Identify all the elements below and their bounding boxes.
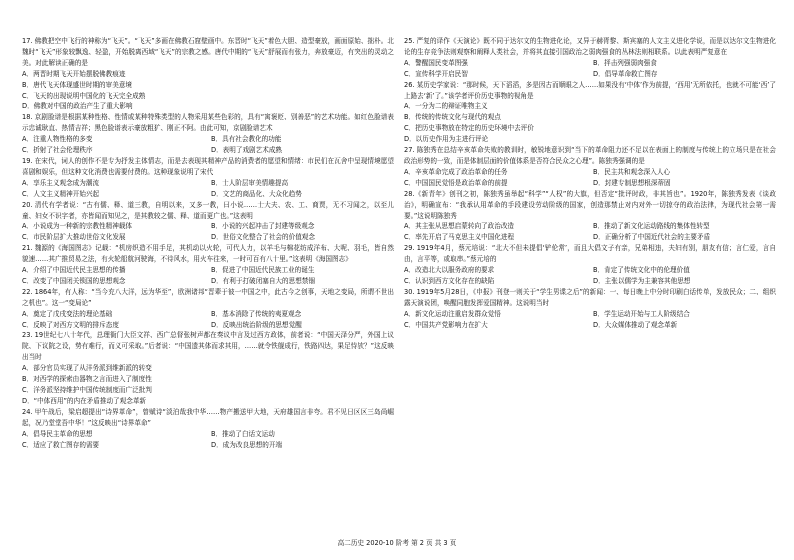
answer-option: B．传统的传统文化与现代的观点: [404, 113, 501, 122]
option-group: [404, 309, 776, 331]
answer-option: C．中国国民觉悟是政治革命的前提: [404, 178, 508, 187]
answer-option: C．适应了救亡图存的需要: [22, 440, 100, 449]
answer-option: D．“中体西用”的内在矛盾推动了观念革新: [22, 396, 147, 405]
answer-option: C．中国共产党影响力在扩大: [404, 320, 488, 329]
question: [404, 189, 776, 244]
answer-option: C．人文主义精神开始兴起: [22, 189, 100, 198]
answer-option: B．对西学的探索由器物之言而进入了制度性: [22, 375, 152, 384]
answer-option: A．奠定了戊戌变法的理论基础: [22, 309, 113, 318]
question-stem: 24. 甲午战后，梁启超提出“诗界革命”，曾赋诗“淡泊哉我中华……物产搬送甲大地，天府雄国言非夸。君不见日区区三岛尚崛起，况乃堂堂吾中华！”这反映出“诗界革命”: [22, 407, 394, 427]
option-group: [22, 178, 394, 200]
option-group: [22, 429, 394, 451]
option-group: [404, 58, 776, 80]
answer-option: A．享乐主义观念成为潮流: [22, 178, 100, 187]
question: [404, 36, 776, 80]
answer-option: D．文艺的商品化、大众化趋势: [211, 189, 302, 198]
question: [22, 36, 394, 112]
option-group: [22, 265, 394, 287]
answer-option: C．反映了对西方文明的排斥态度: [22, 320, 119, 329]
answer-option: B．促进了中国近代民族工业的诞生: [211, 266, 315, 275]
answer-option: A．注重人物性格的多变: [22, 135, 93, 144]
answer-option: C．折射了社会伦理秩序: [22, 146, 93, 155]
answer-option: B．肯定了传统文化中的伦理价值: [593, 266, 690, 275]
answer-option: B．小说的兴起冲击了封建等级观念: [211, 222, 315, 231]
option-group: [404, 167, 776, 189]
right-column: [404, 36, 776, 330]
answer-option: D．成为改良思想的开端: [211, 440, 283, 449]
answer-option: A．新文化运动注重启发群众觉悟: [404, 309, 501, 318]
answer-option: D．大众媒体推动了观念革新: [593, 320, 678, 329]
answer-option: C．宣传科学开启民智: [404, 69, 468, 78]
answer-option: A．介绍了中国近代民主思想的传播: [22, 266, 126, 275]
question: [404, 145, 776, 189]
question: [22, 287, 394, 331]
option-group: [404, 265, 776, 287]
question-stem: 26. 某历史学家说：“那时候，天下滔滔，多是因古而顺眼之人……如果没有‘中体’作为前提，‘西用’无所依托，也就不可能‘西’了上路去‘新’了。”该学者评价历史事物的视角是: [404, 80, 776, 100]
page-footer: 高二历史 2020-10 阶考 第 2 页 共 3 页: [337, 539, 457, 547]
question-stem: 28.《新青年》创刊之初，陈独秀虽举起“科学”“人权”的大旗，但否定“批评时政，非其旨也”。1920年，陈独秀发表《谈政治》，明确宣布：“我承认用革命的手段建设劳动阶级的国家，创造那禁止对内对外一切掠夺的政治法律，为现代社会第一需要。”这说明陈独秀: [404, 189, 776, 220]
answer-option: A．两晋时期飞天开始摆脱佛教痕迹: [22, 69, 126, 78]
answer-option: D．正确分析了中国近代社会的主要矛盾: [593, 233, 711, 242]
question: [22, 407, 394, 451]
option-group: [404, 101, 776, 145]
question-stem: 21. 魏源的《海国图志》记载：“机房织造不用手足，其机动以火轮，可代人力，以羊毛与棉花纺成洋布、大呢、羽毛，皆自然貌速……其广推贸易之法，有火轮船航河驶海，不待风水，用火车往来，一时可百有八十里。”这表明《海国图志》: [22, 244, 394, 264]
answer-option: D．世俗文化整合了社会的价值观念: [211, 233, 315, 242]
option-group: [22, 134, 394, 156]
answer-option: D．佛教对中国的政治产生了重大影响: [22, 102, 133, 111]
answer-option: B．学生运动开始与工人阶级结合: [593, 309, 690, 318]
question: [404, 287, 776, 331]
answer-option: C．率先开启了马克思主义中国化进程: [404, 233, 515, 242]
answer-option: A．一分为二的辩证唯物主义: [404, 102, 488, 111]
answer-option: C．认识到西方文化存在的缺陷: [404, 276, 495, 285]
question-stem: 22. 1864年，有人称：“当今充八大洋，远为华至”，欧洲诸邦“晋辈于彼一中国之中，此古今之创事，天地之变局，所谓不世出之机也”。这一“变局论”: [22, 287, 394, 307]
question-stem: 20. 清代有学者说：“古有儒、释、道三教，自明以来，又多一教，曰小说……士大夫、农、工、商贾，无不习闻之，以至儿童、妇女不识字者，亦皆闻而知见之，是其教较之儒、释、道而更广也。”这表明: [22, 200, 394, 220]
option-group: [404, 221, 776, 243]
answer-option: B．具有社会教化的功能: [211, 135, 282, 144]
question: [22, 112, 394, 156]
answer-option: D．反映出统治阶级的思想觉醒: [211, 320, 302, 329]
question: [22, 330, 394, 406]
answer-option: A．其主张从思想启蒙转向了政治改造: [404, 222, 515, 231]
question: [404, 80, 776, 145]
question-stem: 18. 京剧脸谱是根据某种性格、性情或某种特殊类型的人物采用某些色彩的，具有“寓褒贬、别善恶”的艺术功能。如红色脸谱表示忠诚耿直、热情吉祥；黑色脸谱表示豪放粗犷、刚正不阿。由此可知，京剧脸谱艺术: [22, 113, 394, 133]
question-stem: 29. 1919年4月，蔡元培说：“北大不但未提倡‘铲伦常’，而且大倡文子有亲，兄弟相违，夫妇有别，朋友有信；言仁爱，言自由，言平等，或取串。”蔡元培的: [404, 244, 776, 264]
answer-option: C．飞天的出现说明中国化的飞天完全成熟: [22, 91, 146, 100]
answer-option: B．基本消除了传统的夷夏观念: [211, 309, 302, 318]
question: [22, 156, 394, 200]
answer-option: A．改造北大以服务政府的要求: [404, 266, 495, 275]
question-stem: 27. 陈独秀在总结辛亥革命失败的教训时，敏锐地意识到“当下的革命阻力还不足以在表面上的制度与传统上的立场只是在社会政治形势的一致，而是体制层面的价值体系是否符合民众之心理”。陈独秀强调的是: [404, 146, 776, 165]
answer-option: B．推动了白话文运动: [211, 429, 275, 438]
question-stem: 19. 在宋代，词人的创作不是专为抒发主体情志，而是去表现其精神产品的消费者的愿望和情绪：市民们在瓦舍中呈现情境愿望喜剧和娱乐，但这种文化消费也需要付费的。这种现象说明了宋代: [22, 156, 394, 176]
option-group: [22, 309, 394, 331]
question: [22, 200, 394, 244]
answer-option: C．市民阶层扩大推动世俗文化发展: [22, 233, 126, 242]
answer-option: A．倡导民主革命的思想: [22, 429, 93, 438]
answer-option: A．辛亥革命完成了政治革命的任务: [404, 167, 508, 176]
answer-option: A．警醒国民变革图强: [404, 58, 468, 67]
question-stem: 25. 严复的译作《天演论》既不同于达尔文的生物进化论，又异于赫胥黎、斯宾塞的人文主义进化学说，而是以达尔文生物进化论的生存竞争法则观察和阐释人类社会，并将其直接引国政治之弱肉强食的丛林法则相联系。以此表明严复意在: [404, 37, 776, 56]
question-stem: 23. 19世纪七八十年代，总理衙门大臣文祥、西广总督张树声都在奏议中言及过西方政体，前者说：“中国天泽分严，外国上议院、下议院之设，势有难行，而义可采取。”后者说：“中国遗其体而求其用，……就令铁舰成行，铁路四达，果足恃欤？”这反映出当时: [22, 331, 394, 362]
answer-option: C．洋务派坚持维护中国传统制度而广泛批判: [22, 386, 152, 394]
option-group: [22, 69, 394, 113]
option-group: [22, 221, 394, 243]
answer-option: D．表明了戏剧艺术成熟: [211, 146, 283, 155]
answer-option: D．以历史作用为主进行评论: [404, 135, 489, 144]
answer-option: A．小说成为一种新的宗教性精神载体: [22, 222, 133, 231]
question: [22, 243, 394, 287]
answer-option: A．部分官员实现了从洋务派到维新派的转变: [22, 364, 152, 373]
answer-option: B．民主共和观念深入人心: [593, 167, 671, 176]
question-stem: 17. 佛教把空中飞行的神称为“飞天”。“飞天”多画在佛教石窟壁画中。东晋时“飞天”着色大胆、造型豪放，画面原始、拙朴。北魏时“飞天”形象较飘逸、轻盈，开始脱离西域“飞天”的宗教之感。唐代中期的“飞天”舒展而有张力，奔放豪迈，有突出的灵动之美。对此解读正确的是: [22, 37, 394, 67]
answer-option: B．士人阶层审美情趣提高: [211, 178, 289, 187]
left-column: [22, 36, 394, 450]
answer-option: D．封建专制思想根深蒂固: [593, 178, 671, 187]
answer-option: D．有利于打破闭塞自大的思想禁锢: [211, 276, 315, 285]
answer-option: D．倡导革命救亡图存: [593, 69, 658, 78]
answer-option: B．抨击列强弱肉强食: [593, 58, 657, 67]
answer-option: C．把历史事物放在特定的历史环境中去评价: [404, 124, 534, 133]
option-group: [22, 363, 394, 407]
answer-option: C．改变了中国闭关锁国的思想观念: [22, 276, 126, 285]
question: [404, 243, 776, 287]
answer-option: B．推动了新文化运动路线的集体性转型: [593, 222, 710, 231]
question-stem: 30. 1919年5月28日，《申报》刊登一则关于“学生男谍之后”的新闻：一、每日晚上中分时印刷白话传单，发放民众；二、组织露天演说团，唤醒同胞发挥爱国精神。这说明当时: [404, 287, 776, 307]
answer-option: B．唐代飞天体现盛世时期的审美意境: [22, 80, 133, 89]
answer-option: D．主张以儒学为主兼容其他思想: [593, 276, 691, 285]
